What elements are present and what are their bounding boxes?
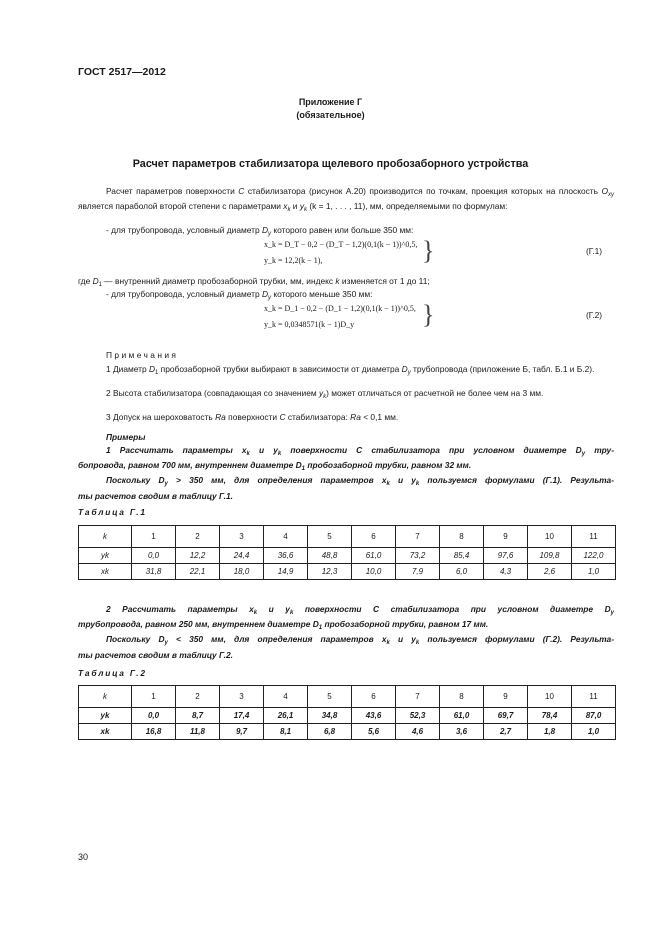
table-cell: 17,4 <box>220 708 264 724</box>
table-cell: 10 <box>528 686 572 708</box>
table-cell: xk <box>79 724 132 740</box>
table-cell: 36,6 <box>264 548 308 564</box>
formula-1-brace: } <box>422 236 435 265</box>
table-cell: 7 <box>396 526 440 548</box>
table-cell: 2 <box>176 526 220 548</box>
table-cell: k <box>79 686 132 708</box>
table-cell: 0,0 <box>132 708 176 724</box>
notes-heading: Примечания <box>106 350 179 360</box>
table-cell: 52,3 <box>396 708 440 724</box>
table-cell: 8,1 <box>264 724 308 740</box>
table-cell: 4 <box>264 526 308 548</box>
annex-status: (обязательное) <box>296 110 365 120</box>
table-cell: 1,0 <box>572 724 616 740</box>
table-cell: 8 <box>440 686 484 708</box>
table-2 <box>78 685 616 740</box>
table-cell: 0,0 <box>132 548 176 564</box>
table-cell: 5 <box>308 686 352 708</box>
table-1-caption: Таблица Г.1 <box>78 507 147 517</box>
table-cell: 10,0 <box>352 564 396 580</box>
formula-1-line-1: x_k = D_T − 0,2 − (D_T − 1,2)(0,1(k − 1))^0,5, <box>264 240 418 249</box>
formula-1-line-2: y_k = 12,2(k − 1), <box>264 256 323 265</box>
table-cell: 9,7 <box>220 724 264 740</box>
formula-2-line-1: x_k = D_1 − 0,2 − (D_1 − 1,2)(0,1(k − 1))^0,5, <box>264 304 416 313</box>
table-cell: 61,0 <box>440 708 484 724</box>
table-cell: 14,9 <box>264 564 308 580</box>
table-cell: 8,7 <box>176 708 220 724</box>
table-cell: 85,4 <box>440 548 484 564</box>
table-2-caption: Таблица Г.2 <box>78 668 147 678</box>
table-cell: 26,1 <box>264 708 308 724</box>
table-cell: 1 <box>132 686 176 708</box>
table-cell: 31,8 <box>132 564 176 580</box>
table-cell: 5 <box>308 526 352 548</box>
table-cell: 12,2 <box>176 548 220 564</box>
formula-1-number: (Г.1) <box>586 246 603 256</box>
table-cell: 7,9 <box>396 564 440 580</box>
example-2: 2 Рассчитать параметры $x_k$ и $y_k$ поверхности C стабилизатора при условном диаметре $D_y$ трубопровода, равном 250 мм, внутреннем диаметре $D_1$ пробозаборной трубки, равном 17 мм. Поскольку $D_y < 350$ мм, для определения параметров $x_k$ и $y_k$ пользуемся формулами (Г.2). Результа- ты расчетов сводим в таблицу Г.2. <box>78 604 614 660</box>
table-cell: 78,4 <box>528 708 572 724</box>
table-cell: 73,2 <box>396 548 440 564</box>
formula-2-line-2: y_k = 0,0348571(k − 1)D_y <box>264 320 355 329</box>
table-cell: 6 <box>352 526 396 548</box>
annex-label: Приложение Г <box>298 97 363 107</box>
table-cell: 2,7 <box>484 724 528 740</box>
table-cell: 12,3 <box>308 564 352 580</box>
note-1: 1 Диаметр $D_1$ пробозаборной трубки выбирают в зависимости от диаметра $D_y$ трубопровода (приложение Б, табл. Б.1 и Б.2). <box>106 364 595 376</box>
section-title: Расчет параметров стабилизатора щелевого пробозаборного устройства <box>132 158 529 170</box>
table-cell: 1 <box>132 526 176 548</box>
table-cell: 61,0 <box>352 548 396 564</box>
table-cell: 2 <box>176 686 220 708</box>
examples-heading: Примеры <box>106 432 146 442</box>
table-cell: 6,8 <box>308 724 352 740</box>
table-cell: 1,0 <box>572 564 616 580</box>
table-cell: 1,8 <box>528 724 572 740</box>
table-row <box>79 564 616 580</box>
note-2: 2 Высота стабилизатора (совпадающая со значением $y_k$) может отличаться от расчетной не более чем на 3 мм. <box>106 388 544 400</box>
table-cell: 4,6 <box>396 724 440 740</box>
case-1-text: - для трубопровода, условный диаметр $D_y$ которого равен или больше 350 мм: <box>106 225 414 237</box>
table-row <box>79 548 616 564</box>
table-cell: 24,4 <box>220 548 264 564</box>
formula-2-brace: } <box>422 300 435 329</box>
table-cell: 11 <box>572 526 616 548</box>
table-cell: 6 <box>352 686 396 708</box>
table-cell: 6,0 <box>440 564 484 580</box>
table-header-row <box>79 686 616 708</box>
table-row <box>79 708 616 724</box>
table-cell: 16,8 <box>132 724 176 740</box>
table-cell: 4,3 <box>484 564 528 580</box>
table-cell: 10 <box>528 526 572 548</box>
page-number: 30 <box>78 852 89 862</box>
table-cell: 2,6 <box>528 564 572 580</box>
table-cell: 5,6 <box>352 724 396 740</box>
table-cell: 34,8 <box>308 708 352 724</box>
table-cell: 3 <box>220 686 264 708</box>
note-3: 3 Допуск на шероховатость Ra поверхности С стабилизатора: Ra < 0,1 мм. <box>106 412 399 422</box>
table-cell: 87,0 <box>572 708 616 724</box>
table-header-row <box>79 526 616 548</box>
table-cell: 69,7 <box>484 708 528 724</box>
table-cell: 8 <box>440 526 484 548</box>
table-cell: 48,8 <box>308 548 352 564</box>
where-clause: где $D_1$ — внутренний диаметр пробозаборной трубки, мм, индекс k изменяется от 1 до 11; <box>78 276 430 288</box>
table-cell: 109,8 <box>528 548 572 564</box>
table-cell: 3 <box>220 526 264 548</box>
table-cell: 43,6 <box>352 708 396 724</box>
table-cell: xk <box>79 564 132 580</box>
formula-2-number: (Г.2) <box>586 310 603 320</box>
table-cell: yk <box>79 548 132 564</box>
table-cell: 122,0 <box>572 548 616 564</box>
table-cell: 7 <box>396 686 440 708</box>
table-cell: 9 <box>484 686 528 708</box>
example-1: 1 Рассчитать параметры $x_k$ и $y_k$ поверхности C стабилизатора при условном диаметре $D_y$ тру- бопровода, равном 700 мм, внутреннем диаметре $D_1$ пробозаборной трубки, равном 32 мм. Поскольку $D_y > 350$ мм, для определения параметров $x_k$ и $y_k$ пользуемся формулами (Г.1). Результа- ты расчетов сводим в таблицу Г.1. <box>78 445 614 501</box>
table-cell: yk <box>79 708 132 724</box>
intro-paragraph: Расчет параметров поверхности С стабилизатора (рисунок А.20) производится по точкам, проекция которых на плоскость $O_{xy}$ является параболой второй степени с параметрами $x_k$ и $y_k$ (k = 1, . . . , 11), мм, определяемыми по формулам: <box>78 186 614 214</box>
table-cell: k <box>79 526 132 548</box>
table-cell: 18,0 <box>220 564 264 580</box>
table-cell: 22,1 <box>176 564 220 580</box>
table-cell: 9 <box>484 526 528 548</box>
table-cell: 11,8 <box>176 724 220 740</box>
table-cell: 11 <box>572 686 616 708</box>
document-header: ГОСТ 2517—2012 <box>78 66 166 78</box>
table-1 <box>78 525 616 580</box>
table-row <box>79 724 616 740</box>
table-cell: 97,6 <box>484 548 528 564</box>
table-cell: 4 <box>264 686 308 708</box>
table-cell: 3,6 <box>440 724 484 740</box>
case-2-text: - для трубопровода, условный диаметр $D_y$ которого меньше 350 мм: <box>106 289 373 301</box>
